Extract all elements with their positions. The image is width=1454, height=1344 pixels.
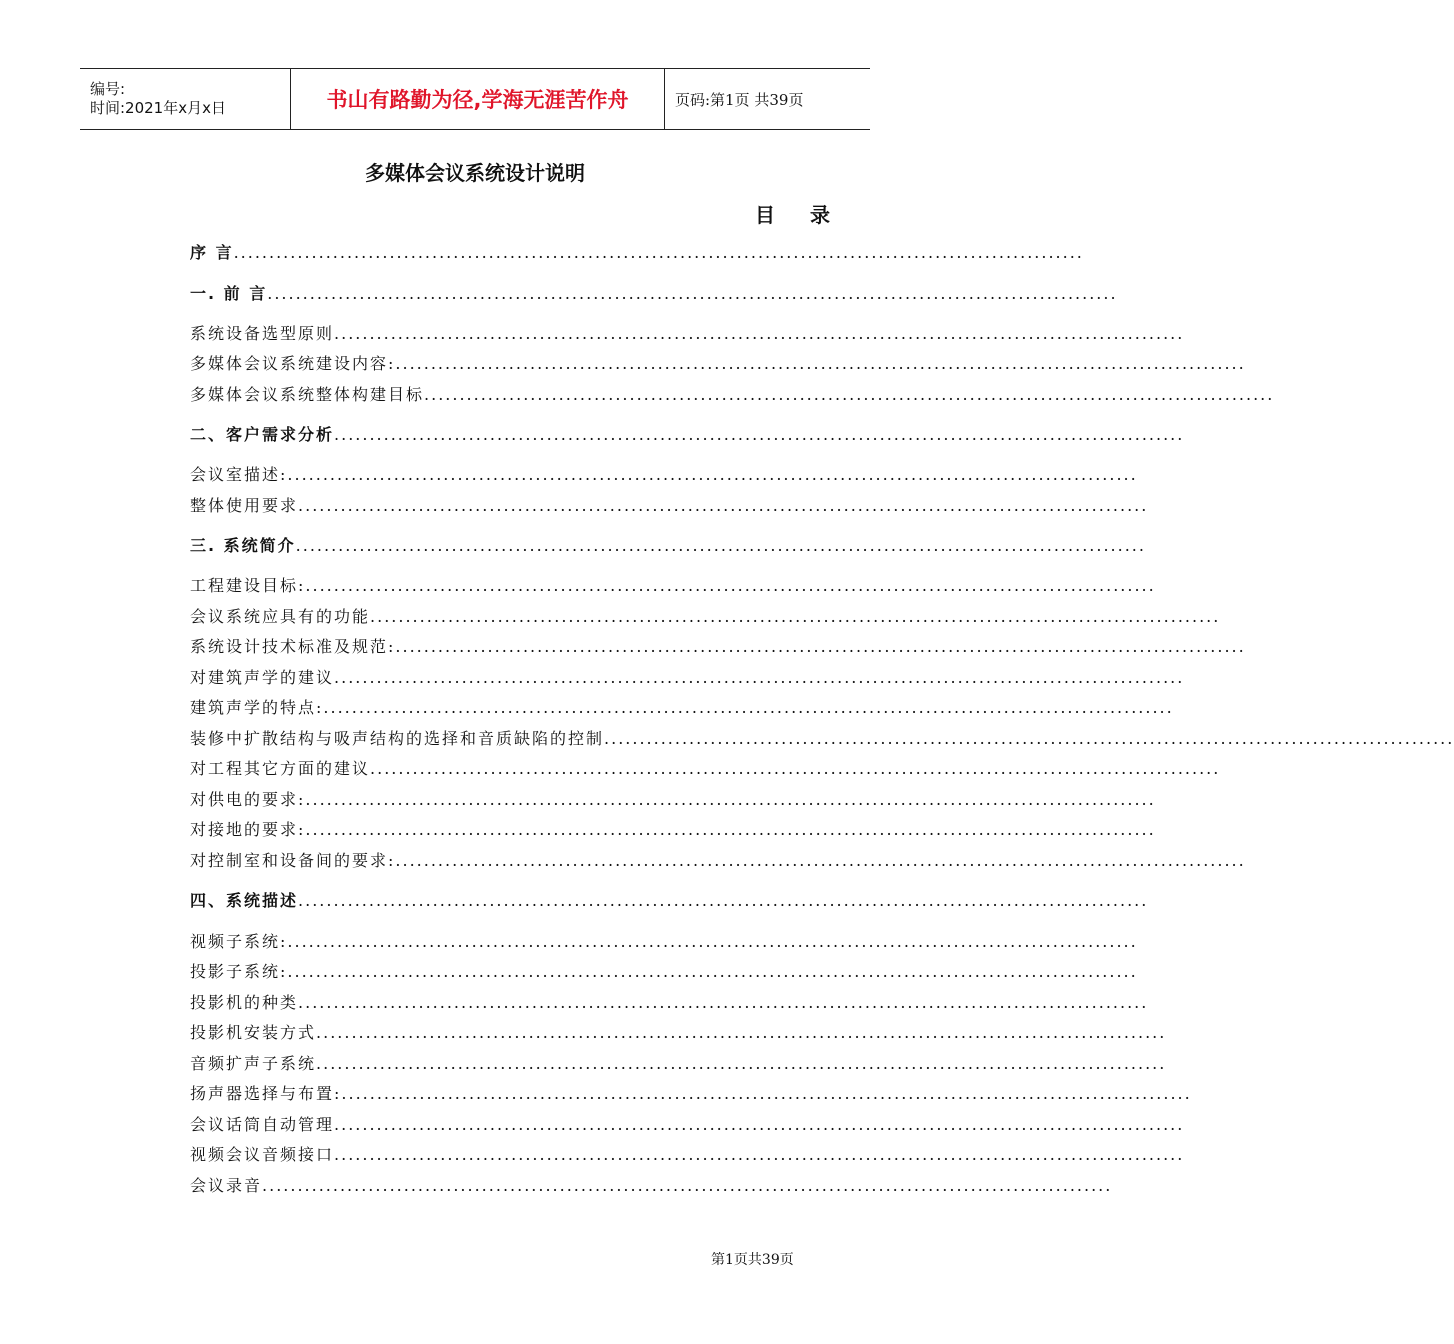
toc-entry-text: 视频子系统: (190, 932, 288, 951)
toc-leader-dots: ........................................................................................................................ (395, 354, 1246, 373)
toc-entry[interactable] (190, 634, 1246, 657)
toc-entry-text: 多媒体会议系统建设内容: (190, 354, 396, 373)
toc-leader-dots: ........................................................................................................................ (395, 637, 1246, 656)
toc-leader-dots: ........................................................................................................................ (370, 607, 1221, 626)
toc-leader-dots: ........................................................................................................................ (287, 962, 1138, 981)
toc-entry[interactable] (190, 462, 1138, 485)
toc-leader-dots: ........................................................................................................................ (298, 891, 1149, 910)
toc-entry-text: 投影子系统: (190, 962, 288, 981)
toc-entry[interactable] (190, 533, 1146, 556)
toc-leader-dots: ........................................................................................................................ (334, 324, 1185, 343)
toc-leader-dots: ........................................................................................................................ (604, 729, 1454, 748)
toc-entry-text: 会议录音 (190, 1176, 263, 1195)
header-motto-cell (291, 69, 665, 129)
header-page-cell (665, 69, 870, 129)
toc-entry-text: 对供电的要求: (190, 790, 306, 809)
toc-entry-text: 对工程其它方面的建议 (190, 759, 371, 778)
toc-leader-dots: ........................................................................................................................ (298, 993, 1149, 1012)
toc-entry[interactable] (190, 573, 1156, 596)
toc-leader-dots: ........................................................................................................................ (334, 668, 1185, 687)
toc-entry-text: 对控制室和设备间的要求: (190, 851, 396, 870)
toc-heading: 目 录 (755, 203, 844, 227)
time-label: 时间:2021年x月x日 (90, 99, 226, 117)
toc-entry-text: 对接地的要求: (190, 820, 306, 839)
toc-leader-dots: ........................................................................................................................ (267, 284, 1118, 303)
toc-entry[interactable] (190, 351, 1246, 374)
toc-entry[interactable] (190, 1142, 1185, 1165)
toc-leader-dots: ........................................................................................................................ (295, 536, 1146, 555)
toc-entry-text: 会议室描述: (190, 465, 288, 484)
toc-leader-dots: ........................................................................................................................ (233, 243, 1084, 262)
toc-entry[interactable] (190, 240, 1084, 263)
toc-leader-dots: ........................................................................................................................ (424, 385, 1275, 404)
number-label: 编号: (90, 80, 126, 98)
toc-entry[interactable] (190, 604, 1221, 627)
toc-entry-text: 投影机的种类 (190, 993, 299, 1012)
toc-leader-dots: ........................................................................................................................ (341, 1084, 1192, 1103)
toc-leader-dots: ........................................................................................................................ (298, 496, 1149, 515)
toc-entry[interactable] (190, 817, 1156, 840)
toc-entry-text: 投影机安装方式 (190, 1023, 317, 1042)
toc-leader-dots: ........................................................................................................................ (316, 1054, 1167, 1073)
toc-entry-text: 音频扩声子系统 (190, 1054, 317, 1073)
toc-leader-dots: ........................................................................................................................ (334, 425, 1185, 444)
toc-entry-text: 系统设计技术标准及规范: (190, 637, 396, 656)
toc-leader-dots: ........................................................................................................................ (323, 698, 1174, 717)
toc-leader-dots: ........................................................................................................................ (262, 1176, 1113, 1195)
toc-entry[interactable] (190, 382, 1275, 405)
toc-leader-dots: ........................................................................................................................ (334, 1115, 1185, 1134)
toc-entry[interactable] (190, 787, 1156, 810)
toc-entry-text: 四、系统描述 (190, 891, 299, 910)
toc-entry[interactable] (190, 422, 1185, 445)
toc-leader-dots: ........................................................................................................................ (287, 465, 1138, 484)
toc-entry[interactable] (190, 1020, 1167, 1043)
toc-entry-text: 多媒体会议系统整体构建目标 (190, 385, 425, 404)
toc-entry-text: 视频会议音频接口 (190, 1145, 335, 1164)
toc-entry[interactable] (190, 888, 1149, 911)
toc-entry-text: 序 言 (190, 243, 234, 262)
page-footer: 第1页共39页 (711, 1252, 794, 1268)
toc-entry-text: 会议系统应具有的功能 (190, 607, 371, 626)
toc-entry[interactable] (190, 493, 1149, 516)
toc-entry-text: 三. 系统简介 (190, 536, 296, 555)
toc-entry[interactable] (190, 959, 1138, 982)
toc-entry[interactable] (190, 929, 1138, 952)
toc-entry[interactable] (190, 1081, 1192, 1104)
toc-entry[interactable] (190, 756, 1221, 779)
toc-entry-text: 会议话筒自动管理 (190, 1115, 335, 1134)
page-header (80, 68, 870, 130)
toc-leader-dots: ........................................................................................................................ (305, 820, 1156, 839)
header-page-label: 页码:第1页 共39页 (675, 90, 804, 109)
motto-text: 书山有路勤为径,学海无涯苦作舟 (326, 88, 629, 112)
toc-leader-dots: ........................................................................................................................ (316, 1023, 1167, 1042)
toc-entry[interactable] (190, 1173, 1113, 1196)
toc-entry[interactable] (190, 321, 1185, 344)
toc-entry[interactable] (190, 665, 1185, 688)
toc-entry-text: 建筑声学的特点: (190, 698, 324, 717)
toc-leader-dots: ........................................................................................................................ (305, 576, 1156, 595)
toc-entry-text: 扬声器选择与布置: (190, 1084, 342, 1103)
toc-entry-text: 二、客户需求分析 (190, 425, 335, 444)
toc-leader-dots: ........................................................................................................................ (370, 759, 1221, 778)
header-info-cell (80, 69, 291, 129)
toc-entry-text: 系统设备选型原则 (190, 324, 335, 343)
toc-entry[interactable] (190, 1051, 1167, 1074)
toc-entry[interactable] (190, 695, 1174, 718)
toc-entry[interactable] (190, 990, 1149, 1013)
toc-leader-dots: ........................................................................................................................ (305, 790, 1156, 809)
toc-entry[interactable] (190, 1112, 1185, 1135)
toc-entry[interactable] (190, 848, 1246, 871)
toc-entry-text: 一. 前 言 (190, 284, 268, 303)
toc-leader-dots: ........................................................................................................................ (334, 1145, 1185, 1164)
toc-entry-text: 对建筑声学的建议 (190, 668, 335, 687)
toc-leader-dots: ........................................................................................................................ (287, 932, 1138, 951)
toc-entry-text: 装修中扩散结构与吸声结构的选择和音质缺陷的控制 (190, 729, 605, 748)
toc-entry[interactable] (190, 281, 1118, 304)
document-title: 多媒体会议系统设计说明 (365, 161, 585, 185)
toc-leader-dots: ........................................................................................................................ (395, 851, 1246, 870)
toc-entry-text: 工程建设目标: (190, 576, 306, 595)
toc-entry[interactable] (190, 726, 1454, 749)
toc-entry-text: 整体使用要求 (190, 496, 299, 515)
